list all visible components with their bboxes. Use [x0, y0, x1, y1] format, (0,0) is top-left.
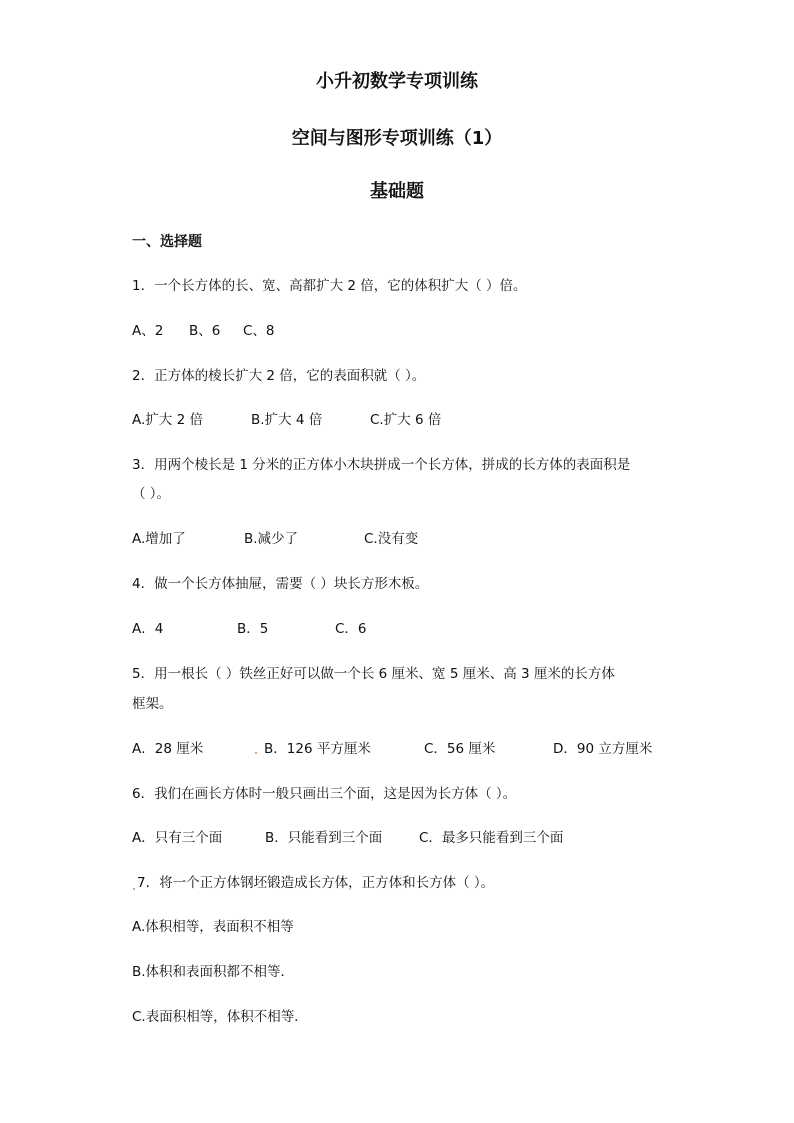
- question-4-stem: 4．做一个长方体抽屉，需要（ ）块长方形木板。: [132, 576, 429, 592]
- question-1-stem: 1．一个长方体的长、宽、高都扩大 2 倍，它的体积扩大（ ）倍。: [132, 278, 527, 294]
- question-2-option-b: B.扩大 4 倍: [251, 412, 323, 428]
- question-2-stem: 2．正方体的棱长扩大 2 倍，它的表面积就（ ）。: [132, 368, 426, 384]
- question-7-stem: 7．将一个正方体钢坯锻造成长方体，正方体和长方体（ ）。: [137, 875, 495, 891]
- question-7-option-c: C.表面积相等，体积不相等．: [132, 1009, 308, 1025]
- question-5-option-a: A．28 厘米: [132, 741, 204, 757]
- question-6-stem: 6．我们在画长方体时一般只画出三个面，这是因为长方体（ ）。: [132, 786, 517, 802]
- question-6-option-a: A．只有三个面: [132, 830, 223, 846]
- question-4-option-b: B．5: [237, 621, 269, 637]
- section-heading-multiple-choice: 一、选择题: [132, 234, 202, 250]
- document-title: 小升初数学专项训练: [316, 71, 478, 92]
- question-3-option-c: C.没有变: [364, 531, 419, 547]
- question-3-stem: 3．用两个棱长是 1 分米的正方体小木块拼成一个长方体，拼成的长方体的表面积是: [132, 457, 631, 473]
- question-2-option-a: A.扩大 2 倍: [132, 412, 203, 428]
- stray-mark: [255, 752, 257, 754]
- document-subtitle: 空间与图形专项训练（1）: [291, 128, 503, 149]
- question-2-option-c: C.扩大 6 倍: [370, 412, 442, 428]
- question-4-option-c: C．6: [335, 621, 367, 637]
- question-3-option-a: A.增加了: [132, 531, 186, 547]
- question-1-option-a: A、2: [132, 323, 164, 339]
- question-3-stem-continued: （ ）。: [132, 486, 171, 502]
- question-5-option-c: C．56 厘米: [424, 741, 496, 757]
- question-3-option-b: B.减少了: [244, 531, 299, 547]
- question-1-option-b: B、6: [189, 323, 221, 339]
- question-6-option-b: B．只能看到三个面: [265, 830, 383, 846]
- question-7-option-b: B.体积和表面积都不相等．: [132, 964, 295, 980]
- difficulty-heading: 基础题: [370, 181, 424, 202]
- stray-mark: [133, 888, 135, 890]
- question-1-option-c: C、8: [243, 323, 275, 339]
- question-4-option-a: A．4: [132, 621, 164, 637]
- question-7-option-a: A.体积相等，表面积不相等: [132, 919, 294, 935]
- question-5-option-b: B．126 平方厘米: [264, 741, 371, 757]
- question-6-option-c: C．最多只能看到三个面: [419, 830, 564, 846]
- question-5-stem: 5．用一根长（ ）铁丝正好可以做一个长 6 厘米、宽 5 厘米、高 3 厘米的长方体: [132, 666, 615, 682]
- question-5-stem-continued: 框架。: [132, 696, 173, 712]
- question-5-option-d: D．90 立方厘米: [553, 741, 653, 757]
